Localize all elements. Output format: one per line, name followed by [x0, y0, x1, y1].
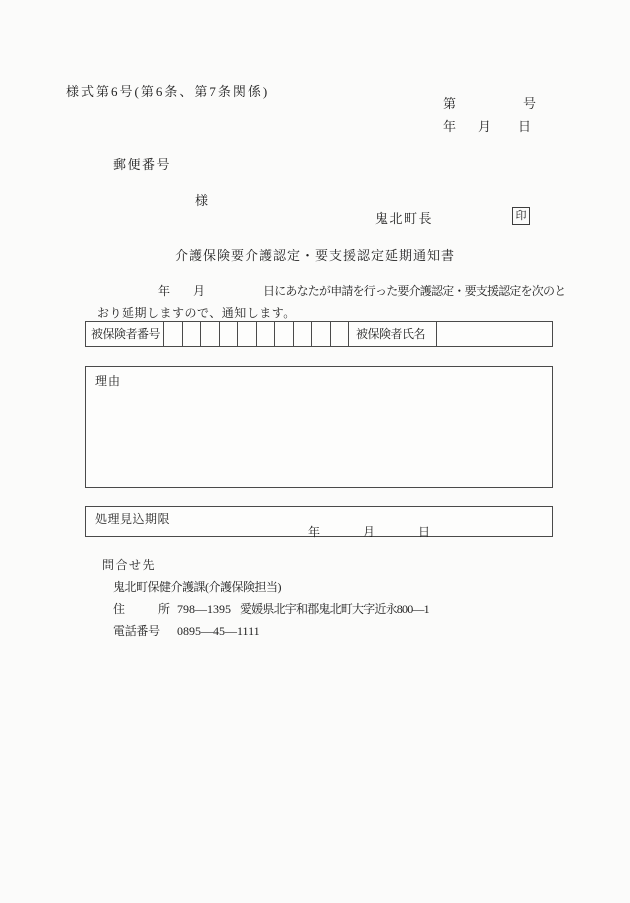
postal-code-label: 郵便番号: [113, 157, 172, 172]
deadline-day-label: 日: [418, 525, 431, 539]
insured-name-value-cell[interactable]: [437, 322, 552, 346]
contact-address-label-1: 住: [113, 602, 126, 616]
insured-number-digit-cell[interactable]: [164, 322, 183, 346]
document-title: 介護保険要介護認定・要支援認定延期通知書: [174, 248, 455, 263]
insured-number-digit-cell[interactable]: [220, 322, 239, 346]
seal-mark-box: [512, 207, 530, 225]
contact-postal-code: 798―1395: [177, 602, 231, 616]
deadline-label: 処理見込期限: [95, 512, 171, 526]
insured-number-label: 被保険者番号: [86, 322, 164, 346]
body-year-label: 年: [158, 284, 171, 298]
contact-address: 愛媛県北宇和郡鬼北町大字近永800―1: [240, 602, 429, 616]
deadline-box[interactable]: [85, 506, 553, 537]
mayor-title: 鬼北町長: [375, 211, 434, 226]
insured-number-digit-cell[interactable]: [183, 322, 202, 346]
reason-box[interactable]: [85, 366, 553, 488]
form-reference: 様式第6号(第6条、第7条関係): [66, 84, 270, 99]
body-month-label: 月: [193, 284, 206, 298]
deadline-month-label: 月: [363, 525, 376, 539]
doc-number-prefix: 第: [443, 96, 457, 111]
deadline-year-label: 年: [308, 525, 321, 539]
addressee-honorific: 様: [195, 193, 209, 208]
insured-number-digit-cell[interactable]: [312, 322, 331, 346]
insured-number-digit-cell[interactable]: [238, 322, 257, 346]
doc-number-suffix: 号: [523, 96, 537, 111]
contact-phone-number: 0895―45―1111: [177, 624, 260, 638]
reason-label: 理由: [95, 374, 122, 388]
seal-mark-label: 印: [515, 210, 527, 222]
contact-phone-label: 電話番号: [113, 624, 160, 638]
contact-address-label-2: 所: [158, 602, 171, 616]
insured-number-cells: [164, 322, 349, 346]
body-line1: 日にあなたが申請を行った要介護認定・要支援認定を次のと: [263, 284, 566, 298]
insured-number-digit-cell[interactable]: [257, 322, 276, 346]
insured-number-digit-cell[interactable]: [331, 322, 350, 346]
insured-number-digit-cell[interactable]: [275, 322, 294, 346]
insured-number-digit-cell[interactable]: [294, 322, 313, 346]
insured-table: [85, 321, 553, 347]
header-month-label: 月: [478, 119, 492, 134]
body-line2: おり延期しますので、通知します。: [97, 306, 296, 320]
contact-department: 鬼北町保健介護課(介護保険担当): [113, 580, 281, 594]
insured-name-label: 被保険者氏名: [349, 322, 437, 346]
header-year-label: 年: [443, 119, 457, 134]
header-day-label: 日: [518, 119, 532, 134]
insured-number-digit-cell[interactable]: [201, 322, 220, 346]
contact-heading: 問合せ先: [102, 558, 157, 572]
